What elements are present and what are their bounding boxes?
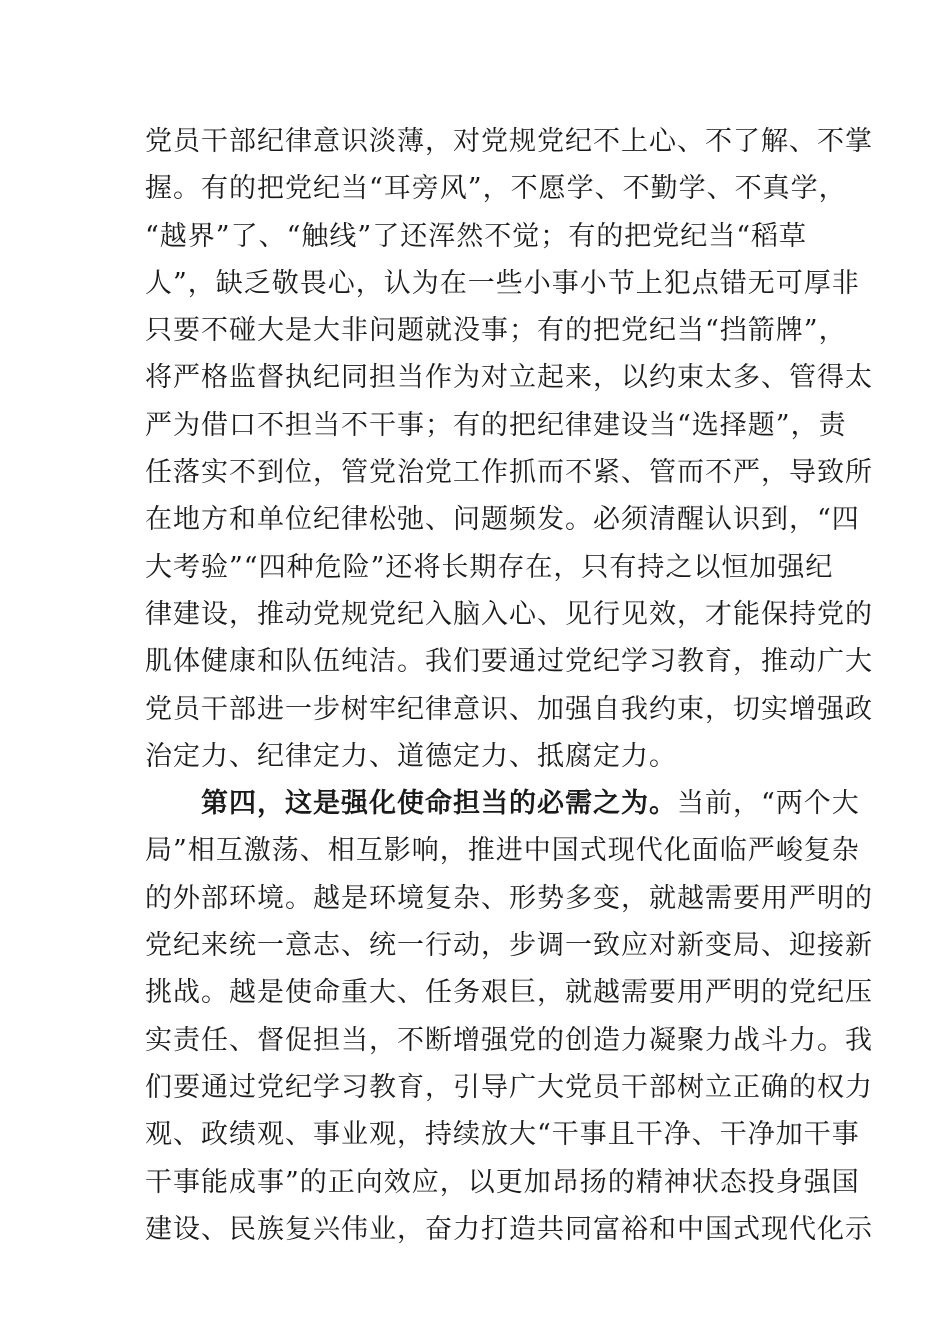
paragraph-2 — [145, 780, 873, 1253]
text-line: 党纪来统一意志、统一行动，步调一致应对新变局、迎接新 — [145, 930, 873, 962]
text-line: 实责任、督促担当，不断增强党的创造力凝聚力战斗力。我 — [145, 1024, 873, 1056]
text-line: 干事能成事”的正向效应，以更加昂扬的精神状态投身强国 — [145, 1166, 860, 1198]
text-line: 严为借口不担当不干事；有的把纪律建设当“选择题”，责 — [145, 409, 847, 441]
text-line: 挑战。越是使命重大、任务艰巨，就越需要用严明的党纪压 — [145, 977, 873, 1009]
text-line: 观、政绩观、事业观，持续放大“干事且干净、干净加干事 — [145, 1119, 860, 1151]
text-line: 局”相互激荡、相互影响，推进中国式现代化面临严峻复杂 — [145, 835, 860, 867]
paragraph-1 — [145, 118, 873, 780]
paragraph-first-line — [145, 780, 860, 827]
text-line: 党员干部进一步树牢纪律意识、加强自我约束，切实增强政 — [145, 693, 873, 725]
text-line: 将严格监督执纪同担当作为对立起来，以约束太多、管得太 — [145, 362, 873, 394]
document-body — [145, 118, 873, 1253]
text-run: 当前，“两个大 — [677, 788, 860, 820]
text-line: 任落实不到位，管党治党工作抓而不紧、管而不严，导致所 — [145, 457, 873, 489]
text-line: 们要通过党纪学习教育，引导广大党员干部树立正确的权力 — [145, 1071, 873, 1103]
text-line: 党员干部纪律意识淡薄，对党规党纪不上心、不了解、不掌 — [145, 126, 873, 157]
text-line: 治定力、纪律定力、道德定力、抵腐定力。 — [145, 740, 677, 772]
text-line: 人”，缺乏敬畏心，认为在一些小事小节上犯点错无可厚非 — [145, 267, 860, 299]
section-heading: 第四，这是强化使命担当的必需之为。 — [201, 788, 677, 820]
text-line: “越界”了、“触线”了还浑然不觉；有的把党纪当“稻草 — [145, 220, 808, 252]
text-line: 大考验”“四种危险”还将长期存在，只有持之以恒加强纪 — [145, 551, 834, 583]
text-line: 肌体健康和队伍纯洁。我们要通过党纪学习教育，推动广大 — [145, 646, 873, 678]
text-line: 在地方和单位纪律松弛、问题频发。必须清醒认识到，“四 — [145, 504, 860, 536]
text-line: 的外部环境。越是环境复杂、形势多变，就越需要用严明的 — [145, 882, 873, 914]
text-line: 建设、民族复兴伟业，奋力打造共同富裕和中国式现代化示 — [145, 1213, 873, 1245]
text-line: 律建设，推动党规党纪入脑入心、见行见效，才能保持党的 — [145, 598, 873, 630]
text-line: 握。有的把党纪当“耳旁风”，不愿学、不勤学、不真学， — [145, 173, 847, 205]
text-line: 只要不碰大是大非问题就没事；有的把党纪当“挡箭牌”， — [145, 315, 847, 347]
